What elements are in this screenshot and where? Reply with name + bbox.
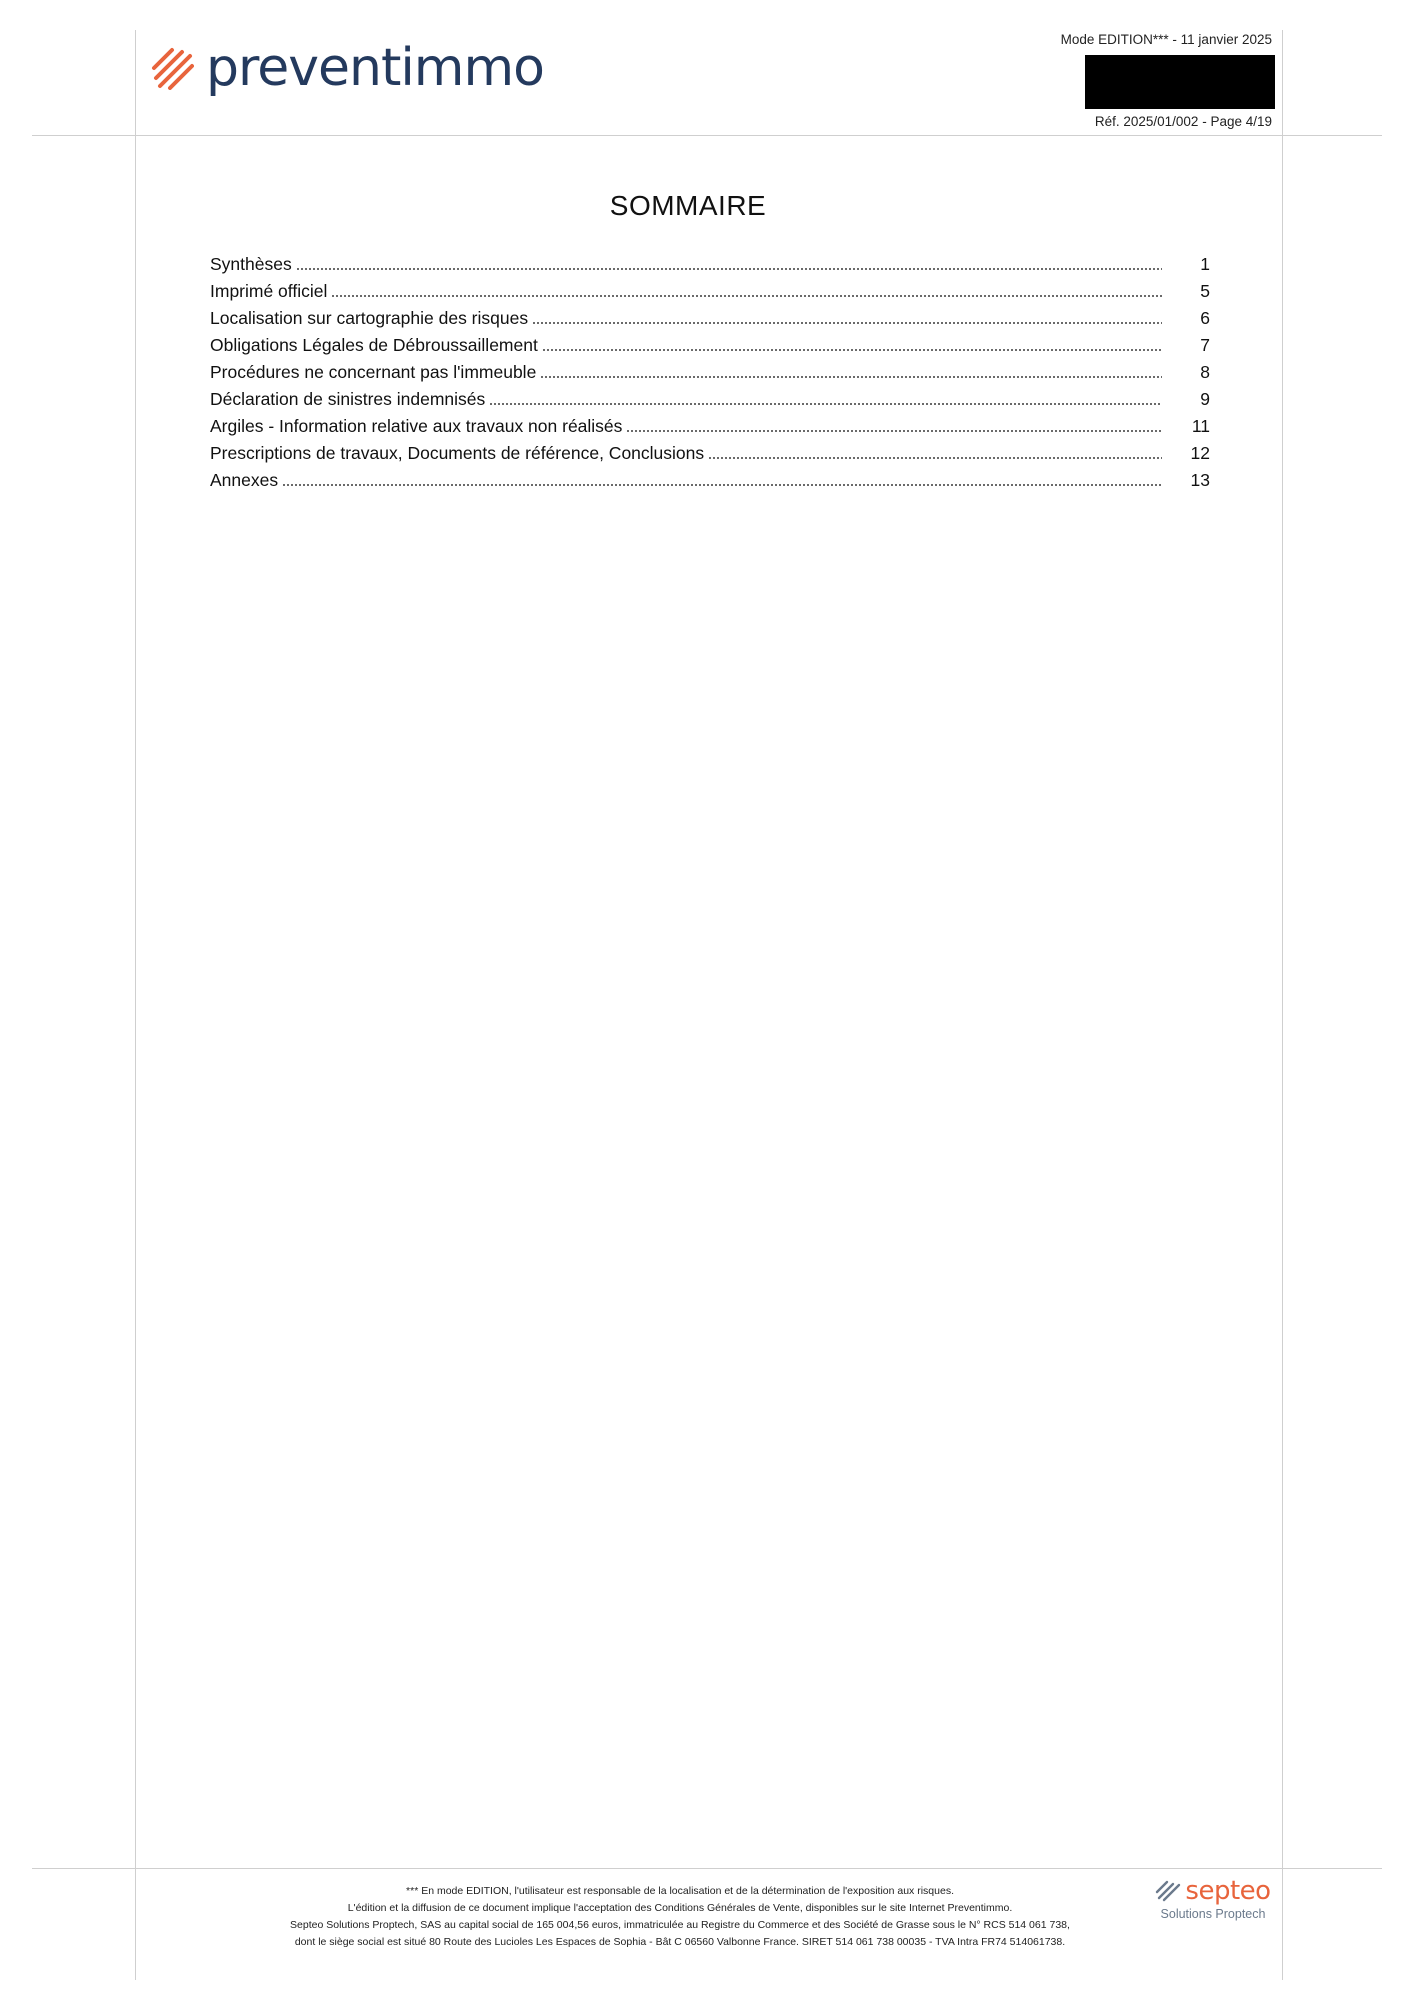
toc-entry-page: 8 bbox=[1200, 361, 1210, 382]
toc-entry-label: Obligations Légales de Débroussaillement bbox=[210, 334, 538, 355]
toc-leader-dots bbox=[296, 254, 1162, 272]
logo-wordmark: preventimmo bbox=[206, 38, 544, 98]
toc-entry-page: 1 bbox=[1200, 253, 1210, 274]
redacted-block bbox=[1085, 55, 1275, 109]
preventimmo-stripes-icon bbox=[150, 46, 194, 90]
toc-entry-label: Annexes bbox=[210, 469, 279, 490]
septeo-stripes-icon bbox=[1155, 1880, 1181, 1902]
toc-leader-dots bbox=[708, 443, 1162, 461]
toc-entry-page: 5 bbox=[1200, 280, 1210, 301]
reference-page-number: Réf. 2025/01/002 - Page 4/19 bbox=[1094, 114, 1272, 129]
toc-entry-label: Imprimé officiel bbox=[210, 280, 328, 301]
toc-entry-label: Procédures ne concernant pas l'immeuble bbox=[210, 361, 537, 382]
toc-entry-label: Prescriptions de travaux, Documents de référence, Conclusions bbox=[210, 442, 705, 463]
toc-leader-dots bbox=[626, 416, 1162, 434]
footer-divider bbox=[32, 1868, 1382, 1869]
septeo-tagline: Solutions Proptech bbox=[1160, 1907, 1266, 1921]
toc-entry-page: 11 bbox=[1191, 415, 1210, 436]
toc-entry[interactable] bbox=[210, 387, 1210, 414]
toc-entry[interactable] bbox=[210, 441, 1210, 468]
toc-leader-dots bbox=[540, 362, 1162, 380]
legal-footer bbox=[200, 1883, 1160, 1951]
edition-mode-date: Mode EDITION*** - 11 janvier 2025 bbox=[1060, 32, 1272, 47]
toc-entry-label: Synthèses bbox=[210, 253, 292, 274]
toc-leader-dots bbox=[542, 335, 1162, 353]
preventimmo-logo bbox=[150, 36, 544, 100]
footer-line: L'édition et la diffusion de ce document implique l'acceptation des Conditions Générales de Vente, disponibles sur le site Internet Preventimmo. bbox=[347, 1902, 1013, 1914]
toc-leader-dots bbox=[532, 308, 1162, 326]
septeo-wordmark: septeo bbox=[1185, 1876, 1271, 1906]
toc-entry[interactable] bbox=[210, 279, 1210, 306]
toc-leader-dots bbox=[282, 470, 1162, 488]
toc-entry[interactable] bbox=[210, 333, 1210, 360]
toc-entry-label: Argiles - Information relative aux travaux non réalisés bbox=[210, 415, 623, 436]
footer-line: Septeo Solutions Proptech, SAS au capital social de 165 004,56 euros, immatriculée au Registre du Commerce et des Société de Grasse sous le N° RCS 514 061 738, bbox=[290, 1919, 1070, 1931]
toc-entry-page: 7 bbox=[1200, 334, 1210, 355]
toc-entry-page: 9 bbox=[1200, 388, 1210, 409]
toc-entry[interactable] bbox=[210, 306, 1210, 333]
toc-entry[interactable] bbox=[210, 468, 1210, 495]
septeo-logo bbox=[1148, 1878, 1278, 1921]
page-title: SOMMAIRE bbox=[609, 190, 767, 221]
toc-entry-page: 12 bbox=[1190, 442, 1210, 463]
toc-entry[interactable] bbox=[210, 252, 1210, 279]
toc-leader-dots bbox=[331, 281, 1162, 299]
toc-entry[interactable] bbox=[210, 414, 1210, 441]
toc-entry-page: 13 bbox=[1190, 469, 1210, 490]
table-of-contents bbox=[210, 252, 1210, 495]
toc-entry-page: 6 bbox=[1200, 307, 1210, 328]
toc-entry-label: Localisation sur cartographie des risques bbox=[210, 307, 529, 328]
header-divider bbox=[32, 135, 1382, 136]
right-margin-line bbox=[1282, 30, 1283, 1980]
toc-entry-label: Déclaration de sinistres indemnisés bbox=[210, 388, 486, 409]
toc-entry[interactable] bbox=[210, 360, 1210, 387]
left-margin-line bbox=[135, 30, 136, 1980]
footer-line: dont le siège social est situé 80 Route des Lucioles Les Espaces de Sophia - Bât C 06560 Valbonne France. SIRET 514 061 738 00035 - TVA Intra FR74 514061738. bbox=[294, 1936, 1066, 1948]
footer-line: *** En mode EDITION, l'utilisateur est responsable de la localisation et de la détermination de l'exposition aux risques. bbox=[406, 1885, 954, 1897]
toc-leader-dots bbox=[489, 389, 1162, 407]
